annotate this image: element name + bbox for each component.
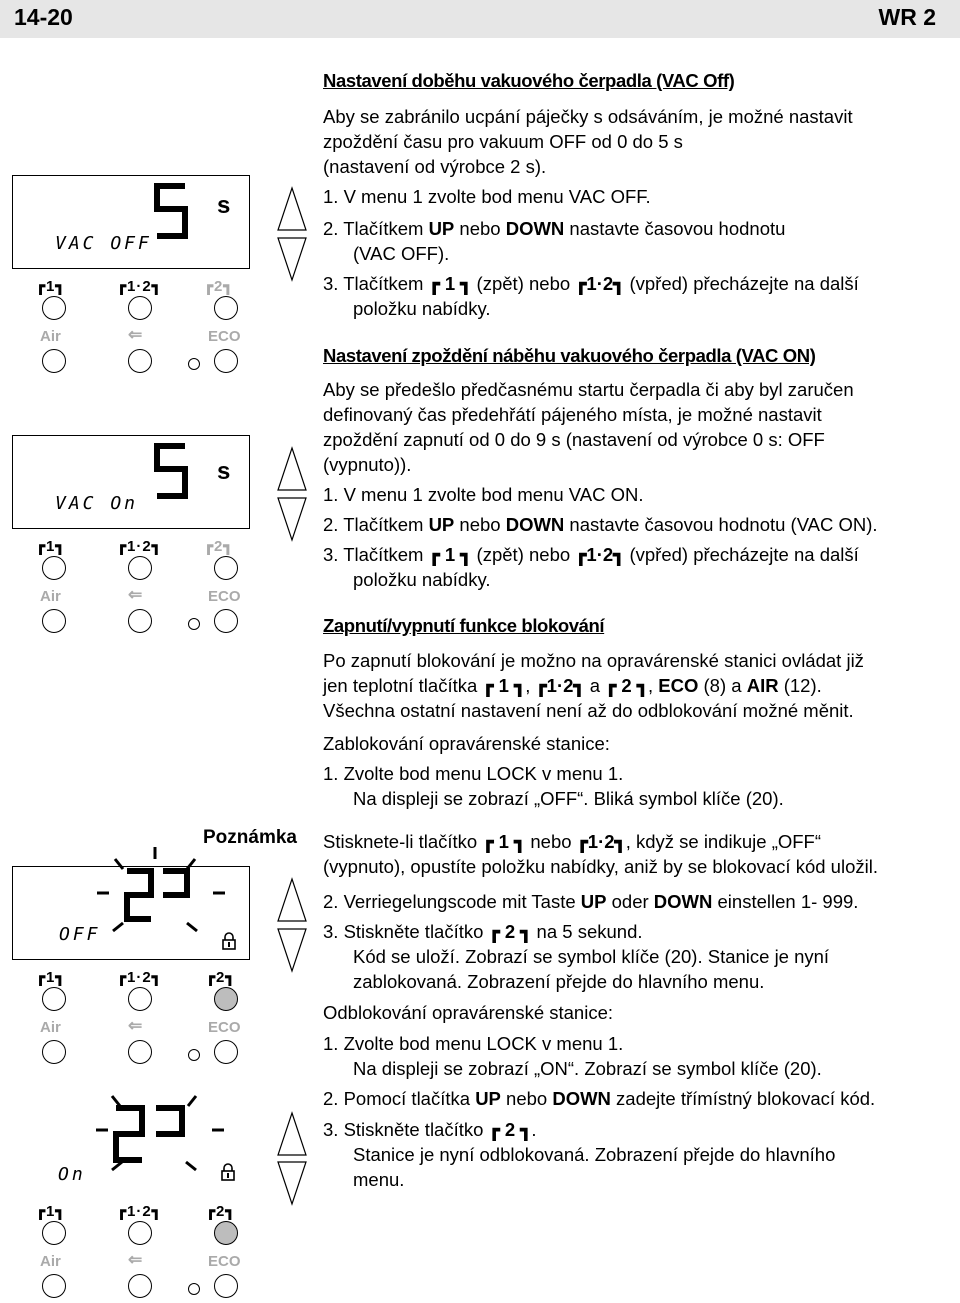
unlock-step-1: 1. Zvolte bod menu LOCK v menu 1. bbox=[323, 1033, 624, 1054]
eco-button[interactable] bbox=[214, 1040, 238, 1064]
manual-title: WR 2 bbox=[878, 4, 936, 30]
lock-icon bbox=[220, 1162, 236, 1182]
air-label: Air bbox=[40, 328, 61, 345]
step-1: 1. V menu 1 zvolte bod menu VAC OFF. bbox=[323, 186, 651, 207]
section-lock-title: Zapnutí/vypnutí funkce blokování bbox=[323, 615, 605, 636]
air-button[interactable] bbox=[42, 1040, 66, 1064]
temp-button-2-pressed[interactable] bbox=[214, 987, 238, 1011]
button-label-12: ┏1·2┓ bbox=[117, 278, 162, 295]
text-line: (VAC OFF). bbox=[353, 243, 450, 264]
note-text: (vypnuto), opustíte položku nabídky, aniž by se blokovací kód uložil. bbox=[323, 856, 878, 877]
lock-icon bbox=[221, 931, 237, 951]
up-arrow-icon[interactable] bbox=[276, 1111, 308, 1157]
eco-label: ECO bbox=[208, 1019, 241, 1036]
eco-label: ECO bbox=[208, 588, 241, 605]
text-line: (vypnuto)). bbox=[323, 454, 412, 475]
up-arrow-icon[interactable] bbox=[276, 877, 308, 923]
text-line: Stanice je nyní odblokovaná. Zobrazení přejde do hlavního bbox=[353, 1144, 836, 1165]
button-label-1: ┏1┓ bbox=[36, 1203, 66, 1220]
step-3: 3. Tlačítkem ┏ 1 ┓ (zpět) nebo ┏1·2┓ (vpřed) přecházejte na další bbox=[323, 273, 859, 294]
lock-step-1: 1. Zvolte bod menu LOCK v menu 1. bbox=[323, 763, 624, 784]
step-1: 1. V menu 1 zvolte bod menu VAC ON. bbox=[323, 484, 644, 505]
station-panel-vac-on bbox=[0, 435, 280, 655]
temp-button-12[interactable] bbox=[128, 1221, 152, 1245]
temp-button-1[interactable] bbox=[42, 296, 66, 320]
eco-button[interactable] bbox=[214, 609, 238, 633]
blinking-digits-icon bbox=[92, 1094, 232, 1194]
air-button[interactable] bbox=[42, 609, 66, 633]
button-label-12: ┏1·2┓ bbox=[117, 538, 162, 555]
temp-button-12[interactable] bbox=[128, 296, 152, 320]
text-line: jen teplotní tlačítka ┏ 1 ┓, ┏1·2┓ a ┏ 2 ┓, ECO (8) a AIR (12). bbox=[323, 675, 822, 696]
lcd-mode-text: OFF bbox=[59, 924, 101, 945]
air-label: Air bbox=[40, 588, 61, 605]
vacuum-button[interactable] bbox=[128, 1040, 152, 1064]
text-line: položku nabídky. bbox=[353, 569, 491, 590]
unlock-step-2: 2. Pomocí tlačítka UP nebo DOWN zadejte třímístný blokovací kód. bbox=[323, 1088, 876, 1109]
note-label: Poznámka bbox=[203, 827, 297, 848]
status-led bbox=[188, 358, 200, 370]
vacuum-button[interactable] bbox=[128, 1274, 152, 1298]
vacuum-button[interactable] bbox=[128, 609, 152, 633]
air-label: Air bbox=[40, 1019, 61, 1036]
text-line: Aby se zabránilo ucpání páječky s odsáváním, je možné nastavit bbox=[323, 106, 853, 127]
air-button[interactable] bbox=[42, 1274, 66, 1298]
page-number: 14-20 bbox=[14, 4, 73, 30]
station-panel-lock-on bbox=[0, 1100, 280, 1303]
text-line: Na displeji se zobrazí „OFF“. Bliká symbol klíče (20). bbox=[353, 788, 784, 809]
lock-subtitle: Zablokování opravárenské stanice: bbox=[323, 733, 610, 754]
vacuum-button[interactable] bbox=[128, 349, 152, 373]
button-label-1: ┏1┓ bbox=[36, 969, 66, 986]
text-line: Po zapnutí blokování je možno na opravárenské stanici ovládat již bbox=[323, 650, 864, 671]
status-led bbox=[188, 1049, 200, 1061]
lcd-display bbox=[12, 866, 250, 960]
temp-button-1[interactable] bbox=[42, 556, 66, 580]
lock-step-3: 3. Stiskněte tlačítko ┏ 2 ┓ na 5 sekund. bbox=[323, 921, 643, 942]
down-arrow-icon[interactable] bbox=[276, 1160, 308, 1206]
unlock-step-3: 3. Stiskněte tlačítko ┏ 2 ┓. bbox=[323, 1119, 537, 1140]
lcd-digits bbox=[153, 442, 189, 500]
text-line: menu. bbox=[353, 1169, 405, 1190]
button-label-2: ┏2┓ bbox=[206, 1203, 236, 1220]
down-arrow-icon[interactable] bbox=[276, 236, 308, 282]
status-led bbox=[188, 618, 200, 630]
button-label-12: ┏1·2┓ bbox=[117, 1203, 162, 1220]
button-label-2: ┏2┓ bbox=[206, 969, 236, 986]
note-text: Stisknete-li tlačítko ┏ 1 ┓ nebo ┏1·2┓, když se indikuje „OFF“ bbox=[323, 831, 822, 852]
status-led bbox=[188, 1283, 200, 1295]
text-line: položku nabídky. bbox=[353, 298, 491, 319]
button-label-1: ┏1┓ bbox=[36, 538, 66, 555]
lcd-mode-text: On bbox=[58, 1164, 86, 1185]
step-2: 2. Tlačítkem UP nebo DOWN nastavte časovou hodnotu bbox=[323, 218, 786, 239]
temp-button-2-pressed[interactable] bbox=[214, 1221, 238, 1245]
temp-button-1[interactable] bbox=[42, 987, 66, 1011]
text-line: Aby se předešlo předčasnému startu čerpadla či aby byl zaručen bbox=[323, 379, 854, 400]
eco-label: ECO bbox=[208, 328, 241, 345]
section-vac-on-title: Nastavení zpoždění náběhu vakuového čerpadla (VAC ON) bbox=[323, 345, 816, 366]
vacuum-icon: ⇐ bbox=[128, 325, 143, 344]
button-label-12: ┏1·2┓ bbox=[117, 969, 162, 986]
air-button[interactable] bbox=[42, 349, 66, 373]
up-arrow-icon[interactable] bbox=[276, 186, 308, 232]
down-arrow-icon[interactable] bbox=[276, 927, 308, 973]
text-line: Na displeji se zobrazí „ON“. Zobrazí se symbol klíče (20). bbox=[353, 1058, 822, 1079]
down-arrow-icon[interactable] bbox=[276, 496, 308, 542]
text-line: zpoždění zapnutí od 0 do 9 s (nastavení od výrobce 0 s: OFF bbox=[323, 429, 825, 450]
lcd-display bbox=[12, 175, 250, 269]
lcd-unit: s bbox=[217, 458, 231, 485]
temp-button-1[interactable] bbox=[42, 1221, 66, 1245]
vacuum-icon: ⇐ bbox=[128, 1016, 143, 1035]
text-line: Všechna ostatní nastavení není až do odblokování možné měnit. bbox=[323, 700, 854, 721]
step-3: 3. Tlačítkem ┏ 1 ┓ (zpět) nebo ┏1·2┓ (vpřed) přecházejte na další bbox=[323, 544, 859, 565]
lcd-digits bbox=[153, 182, 189, 240]
blinking-digits-icon bbox=[93, 845, 233, 955]
vacuum-icon: ⇐ bbox=[128, 585, 143, 604]
text-line: zablokovaná. Zobrazení přejde do hlavního menu. bbox=[353, 971, 765, 992]
temp-button-2[interactable] bbox=[214, 556, 238, 580]
section-vac-off-title: Nastavení doběhu vakuového čerpadla (VAC Off) bbox=[323, 70, 735, 91]
unlock-subtitle: Odblokování opravárenské stanice: bbox=[323, 1002, 614, 1023]
text-line: Kód se uloží. Zobrazí se symbol klíče (20). Stanice je nyní bbox=[353, 946, 830, 967]
temp-button-12[interactable] bbox=[128, 556, 152, 580]
temp-button-12[interactable] bbox=[128, 987, 152, 1011]
lock-step-2: 2. Verriegelungscode mit Taste UP oder DOWN einstellen 1- 999. bbox=[323, 891, 859, 912]
step-2: 2. Tlačítkem UP nebo DOWN nastavte časovou hodnotu (VAC ON). bbox=[323, 514, 878, 535]
page-header bbox=[0, 0, 960, 38]
lcd-unit: s bbox=[217, 192, 231, 219]
text-line: (nastavení od výrobce 2 s). bbox=[323, 156, 547, 177]
lcd-display bbox=[12, 435, 250, 529]
air-label: Air bbox=[40, 1253, 61, 1270]
lcd-mode-text: VAC OFF bbox=[55, 233, 152, 254]
button-label-2: ┏2┓ bbox=[204, 538, 234, 555]
eco-label: ECO bbox=[208, 1253, 241, 1270]
text-line: definovaný čas předehřátí pájeného místa, je možné nastavit bbox=[323, 404, 822, 425]
button-label-2: ┏2┓ bbox=[204, 278, 234, 295]
station-panel-lock-off bbox=[0, 866, 280, 1086]
text-line: zpoždění času pro vakuum OFF od 0 do 5 s bbox=[323, 131, 683, 152]
vacuum-icon: ⇐ bbox=[128, 1250, 143, 1269]
eco-button[interactable] bbox=[214, 1274, 238, 1298]
temp-button-2[interactable] bbox=[214, 296, 238, 320]
eco-button[interactable] bbox=[214, 349, 238, 373]
button-label-1: ┏1┓ bbox=[36, 278, 66, 295]
station-panel-vac-off bbox=[0, 175, 280, 395]
lcd-mode-text: VAC On bbox=[55, 493, 139, 514]
up-arrow-icon[interactable] bbox=[276, 446, 308, 492]
